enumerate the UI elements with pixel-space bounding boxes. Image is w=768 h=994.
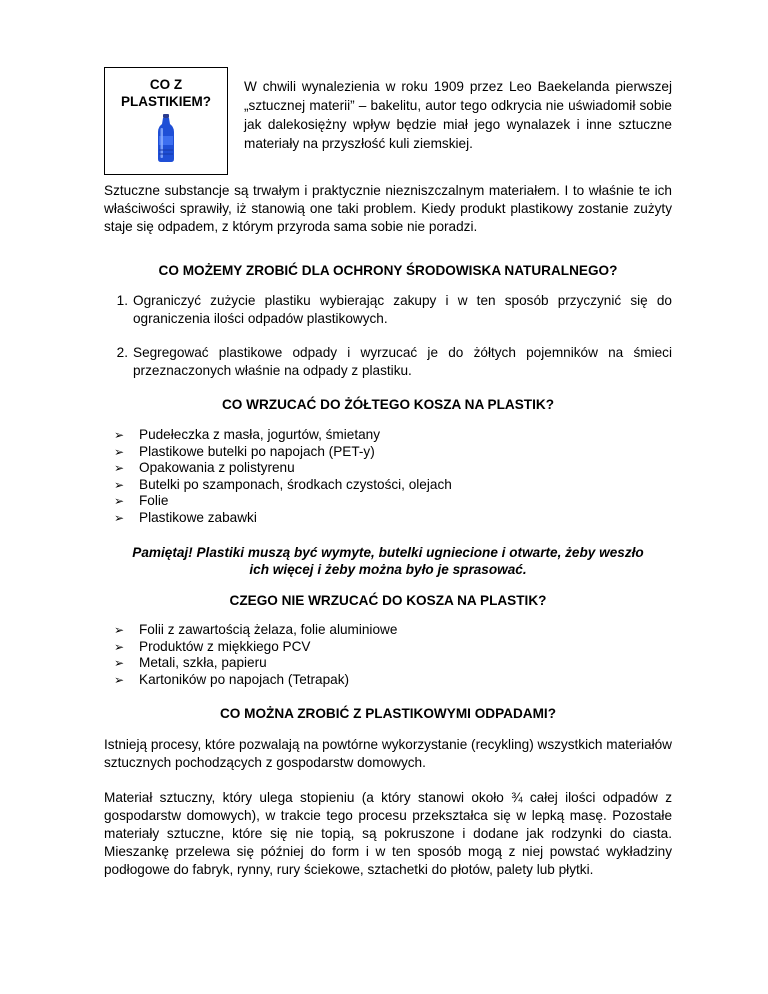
reminder-note: [104, 544, 672, 578]
heading-what-not-to-throw: CZEGO NIE WRZUCAĆ DO KOSZA NA PLASTIK?: [229, 593, 547, 608]
list-item: ➢ Folie: [114, 493, 169, 508]
arrow-bullet-icon: ➢: [114, 428, 125, 442]
heading-yellow-bin: CO WRZUCAĆ DO ŻÓŁTEGO KOSZA NA PLASTIK?: [221, 397, 555, 412]
list-item: ➢ Plastikowe zabawki: [114, 509, 257, 525]
arrow-bullet-icon: ➢: [114, 672, 125, 687]
yes-items-list: [104, 427, 452, 526]
list-item: ➢ Produktów z miękkiego PCV: [114, 638, 311, 654]
title-box: [104, 67, 228, 175]
arrow-bullet-icon: ➢: [114, 656, 125, 670]
numbered-item: [104, 292, 672, 328]
plastic-bottle-icon: [157, 114, 175, 162]
list-item: ➢ Pudełeczka z masła, jogurtów, śmietany: [114, 427, 381, 442]
intro-paragraph: W chwili wynalezienia w roku 1909 przez Leo Baekelanda pierwszej „sztucznej materii” – bakelitu, autor tego odkrycia nie uświadomił sobie jak dalekosiężny wpływ będzie miał jego wynalazek i inne sztuczne materiały na przyszłość kuli ziemskiej.: [244, 79, 672, 151]
heading-what-can-we-do: CO MOŻEMY ZROBIĆ DLA OCHRONY ŚRODOWISKA NATURALNEGO?: [158, 263, 618, 278]
paragraph-persistence: Sztuczne substancje są trwałym i praktycznie niezniszczalnym materiałem. I to właśnie te ich właściwości sprawiły, iż stanowią one taki problem. Kiedy produkt plastikowy zostanie zużyty staje się odpadem, z którym przyroda sama sobie nie poradzi.: [104, 183, 672, 234]
paragraph-process: Materiał sztuczny, który ulega stopieniu (a który stanowi około ¾ całej ilości odpadów z gospodarstw domowych), w trakcie tego procesu przekształca się w lepką masę. Pozostałe materiały sztuczne, które się nie topią, są pokruszone i dodane jak rodzynki do ciasta. Mieszankę przelewa się później do form i w ten sposób mogą z niej powstać wykładziny podłogowe do fabryk, rynny, rury ściekowe, sztachetki do płotów, palety lub płytki.: [104, 790, 672, 877]
arrow-bullet-icon: ➢: [114, 461, 125, 475]
arrow-bullet-icon: ➢: [114, 623, 125, 637]
numbered-item: [104, 344, 672, 380]
arrow-bullet-icon: ➢: [114, 510, 125, 525]
numbered-item-text: Segregować plastikowe odpady i wyrzucać je do żółtych pojemników na śmieci przeznaczonych właśnie na odpady z plastiku.: [133, 345, 672, 378]
list-item: ➢ Opakowania z polistyrenu: [114, 460, 295, 475]
list-item: ➢ Plastikowe butelki po napojach (PET-y): [114, 443, 375, 459]
title-line-2: PLASTIKIEM?: [121, 94, 211, 109]
heading-what-can-be-done: CO MOŻNA ZROBIĆ Z PLASTIKOWYMI ODPADAMI?: [219, 706, 557, 721]
list-item: ➢ Butelki po szamponach, środkach czystości, olejach: [114, 476, 452, 492]
list-item: ➢ Metali, szkła, papieru: [114, 655, 267, 670]
title-line-1: CO Z: [149, 77, 183, 92]
title-box-heading: [105, 76, 227, 110]
list-item: ➢ Kartoników po napojach (Tetrapak): [114, 671, 350, 687]
arrow-bullet-icon: ➢: [114, 639, 125, 654]
list-item: ➢ Folii z zawartością żelaza, folie aluminiowe: [114, 622, 398, 637]
numbered-item-number: 1.: [116, 293, 128, 308]
reminder-line-1: Pamiętaj! Plastiki muszą być wymyte, butelki ugniecione i otwarte, żeby weszło: [132, 545, 644, 560]
reminder-line-2: ich więcej i żeby można było je sprasować.: [249, 562, 527, 577]
arrow-bullet-icon: ➢: [114, 494, 125, 508]
arrow-bullet-icon: ➢: [114, 444, 125, 459]
arrow-bullet-icon: ➢: [114, 477, 125, 492]
paragraph-recycling: Istnieją procesy, które pozwalają na powtórne wykorzystanie (recykling) wszystkich materiałów sztucznych pochodzących z gospodarstw domowych.: [104, 737, 672, 770]
no-items-list: [104, 622, 397, 688]
numbered-item-text: Ograniczyć zużycie plastiku wybierając zakupy i w ten sposób przyczynić się do ograniczenia ilości odpadów plastikowych.: [133, 293, 672, 326]
numbered-item-number: 2.: [116, 345, 128, 360]
